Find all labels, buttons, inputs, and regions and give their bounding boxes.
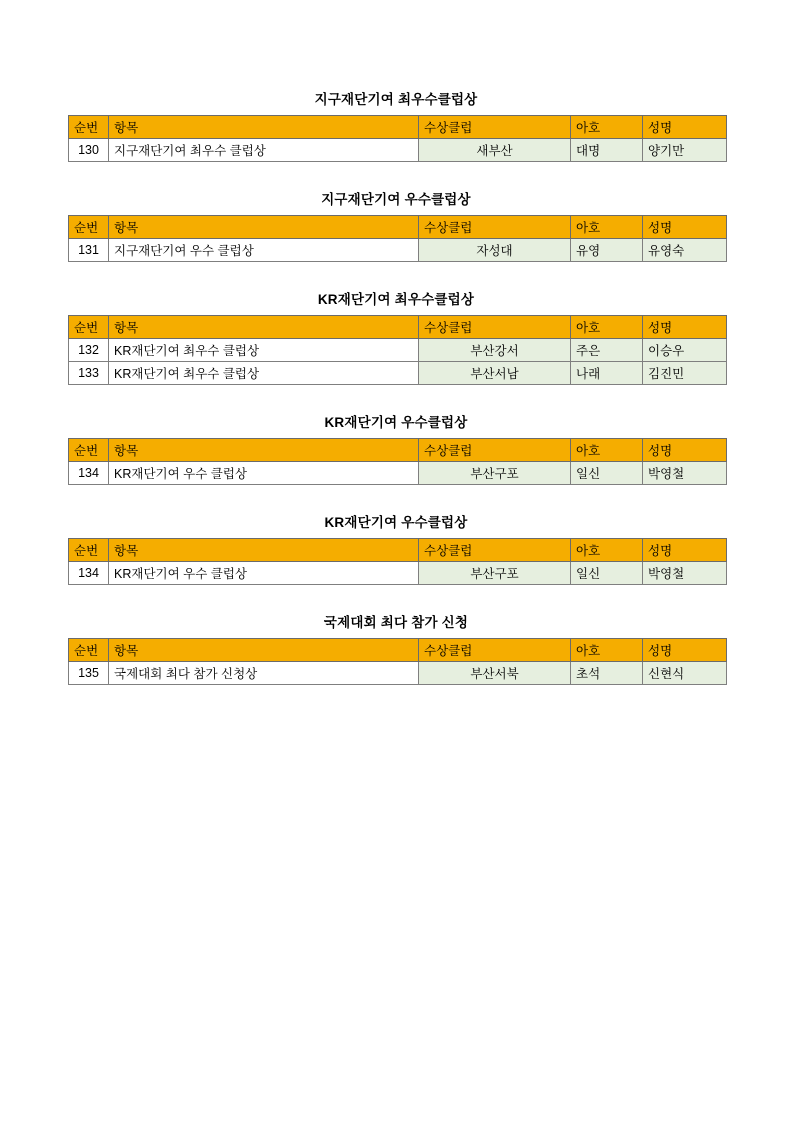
table-header-row (69, 539, 727, 562)
cell-item: KR재단기여 우수 클럽상 (109, 562, 419, 585)
table-row (69, 562, 727, 585)
cell-club: 부산서남 (419, 362, 571, 385)
column-header-4: 성명 (643, 539, 727, 562)
section-title: 국제대회 최다 참가 신청 (323, 615, 469, 630)
cell-club: 부산서북 (419, 662, 571, 685)
cell-name: 박영철 (643, 462, 727, 485)
column-header-4: 성명 (643, 316, 727, 339)
award-table (68, 215, 727, 262)
cell-name: 유영숙 (643, 239, 727, 262)
cell-name: 양기만 (643, 139, 727, 162)
column-header-1: 항목 (109, 216, 419, 239)
column-header-4: 성명 (643, 216, 727, 239)
column-header-2: 수상클럽 (419, 639, 571, 662)
cell-item: KR재단기여 우수 클럽상 (109, 462, 419, 485)
cell-name: 신현식 (643, 662, 727, 685)
table-header-row (69, 116, 727, 139)
cell-item: 지구재단기여 최우수 클럽상 (109, 139, 419, 162)
cell-name: 이승우 (643, 339, 727, 362)
column-header-2: 수상클럽 (419, 216, 571, 239)
cell-aho: 일신 (571, 462, 643, 485)
award-table (68, 538, 727, 585)
award-table (68, 638, 727, 685)
column-header-1: 항목 (109, 539, 419, 562)
table-row (69, 462, 727, 485)
table-header-row (69, 439, 727, 462)
table-row (69, 139, 727, 162)
cell-item: 국제대회 최다 참가 신청상 (109, 662, 419, 685)
cell-no: 134 (69, 562, 109, 585)
award-table (68, 115, 727, 162)
table-row (69, 339, 727, 362)
column-header-3: 아호 (571, 216, 643, 239)
column-header-1: 항목 (109, 316, 419, 339)
table-header-row (69, 216, 727, 239)
column-header-2: 수상클럽 (419, 439, 571, 462)
cell-name: 김진민 (643, 362, 727, 385)
column-header-4: 성명 (643, 116, 727, 139)
cell-name: 박영철 (643, 562, 727, 585)
section-title: KR재단기여 최우수클럽상 (317, 292, 475, 307)
column-header-1: 항목 (109, 116, 419, 139)
table-header-row (69, 639, 727, 662)
section-title: KR재단기여 우수클럽상 (324, 415, 468, 430)
cell-club: 새부산 (419, 139, 571, 162)
award-section (68, 411, 726, 485)
column-header-0: 순번 (69, 439, 109, 462)
award-table (68, 438, 727, 485)
award-section (68, 288, 726, 385)
column-header-4: 성명 (643, 439, 727, 462)
column-header-2: 수상클럽 (419, 539, 571, 562)
cell-no: 130 (69, 139, 109, 162)
column-header-0: 순번 (69, 116, 109, 139)
award-section (68, 611, 726, 685)
column-header-3: 아호 (571, 116, 643, 139)
column-header-2: 수상클럽 (419, 116, 571, 139)
cell-aho: 일신 (571, 562, 643, 585)
column-header-0: 순번 (69, 639, 109, 662)
column-header-3: 아호 (571, 439, 643, 462)
award-table (68, 315, 727, 385)
cell-no: 135 (69, 662, 109, 685)
cell-aho: 대명 (571, 139, 643, 162)
cell-club: 부산구포 (419, 562, 571, 585)
cell-item: 지구재단기여 우수 클럽상 (109, 239, 419, 262)
section-title: KR재단기여 우수클럽상 (324, 515, 468, 530)
cell-no: 133 (69, 362, 109, 385)
table-header-row (69, 316, 727, 339)
sections-container (68, 88, 726, 685)
cell-aho: 주은 (571, 339, 643, 362)
column-header-3: 아호 (571, 539, 643, 562)
cell-club: 자성대 (419, 239, 571, 262)
cell-aho: 나래 (571, 362, 643, 385)
column-header-1: 항목 (109, 639, 419, 662)
column-header-0: 순번 (69, 539, 109, 562)
column-header-2: 수상클럽 (419, 316, 571, 339)
column-header-1: 항목 (109, 439, 419, 462)
award-section (68, 188, 726, 262)
award-section (68, 511, 726, 585)
cell-club: 부산구포 (419, 462, 571, 485)
table-row (69, 662, 727, 685)
column-header-0: 순번 (69, 316, 109, 339)
table-row (69, 239, 727, 262)
cell-item: KR재단기여 최우수 클럽상 (109, 362, 419, 385)
section-title: 지구재단기여 우수클럽상 (321, 192, 471, 207)
column-header-0: 순번 (69, 216, 109, 239)
cell-aho: 초석 (571, 662, 643, 685)
cell-no: 131 (69, 239, 109, 262)
cell-item: KR재단기여 최우수 클럽상 (109, 339, 419, 362)
column-header-3: 아호 (571, 316, 643, 339)
cell-club: 부산강서 (419, 339, 571, 362)
award-section (68, 88, 726, 162)
cell-no: 134 (69, 462, 109, 485)
table-row (69, 362, 727, 385)
column-header-4: 성명 (643, 639, 727, 662)
cell-no: 132 (69, 339, 109, 362)
column-header-3: 아호 (571, 639, 643, 662)
section-title: 지구재단기여 최우수클럽상 (314, 92, 478, 107)
cell-aho: 유영 (571, 239, 643, 262)
